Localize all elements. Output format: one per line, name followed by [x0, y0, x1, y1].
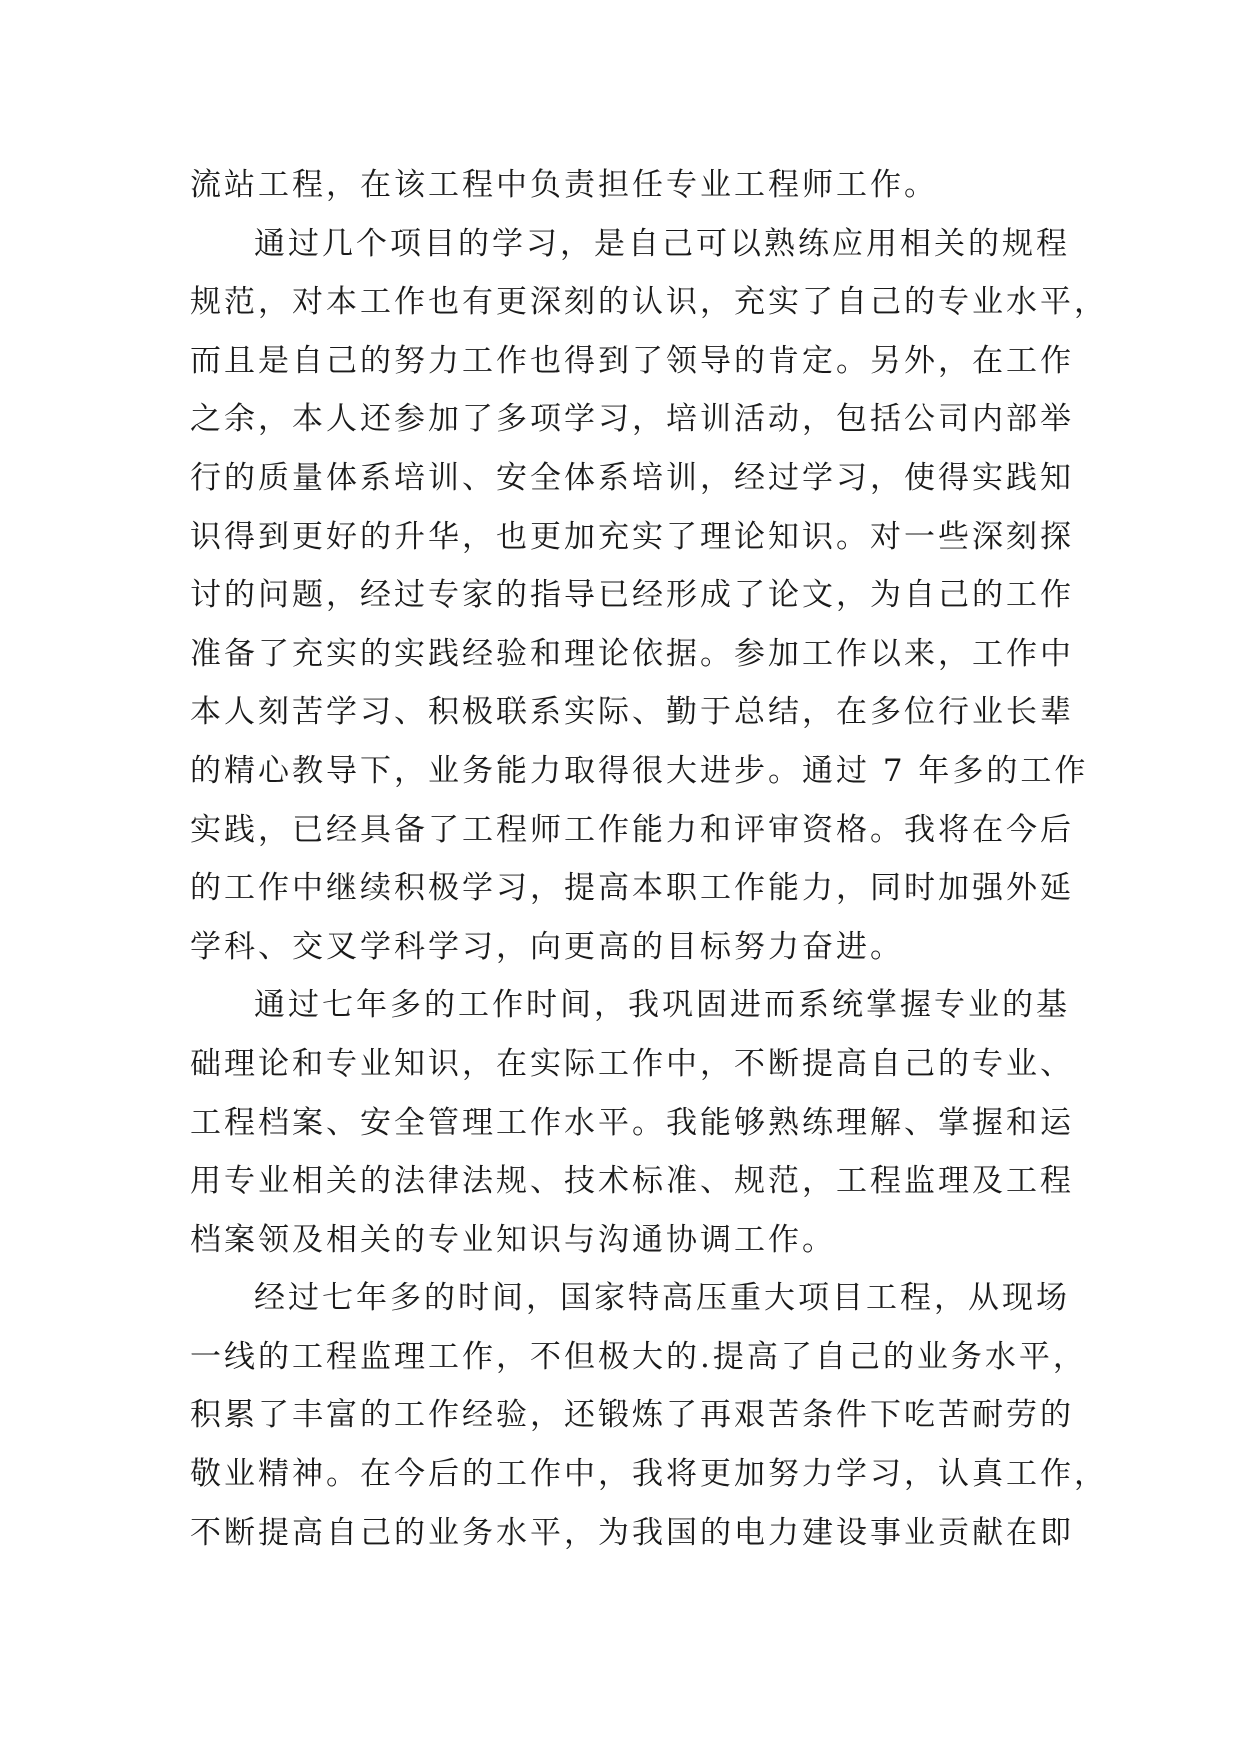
paragraph-line: 的精心教导下，业务能力取得很大进步。通过 7 年多的工作 [190, 752, 1089, 789]
paragraph-line: 规范，对本工作也有更深刻的认识，充实了自己的专业水平， [190, 284, 1108, 321]
paragraph-line: 流站工程，在该工程中负责担任专业工程师工作。 [190, 167, 938, 203]
paragraph-line: 识得到更好的升华，也更加充实了理论知识。对一些深刻探 [190, 518, 1074, 555]
paragraph-line: 行的质量体系培训、安全体系培训，经过学习，使得实践知 [190, 459, 1074, 496]
paragraph-line: 准备了充实的实践经验和理论依据。参加工作以来，工作中 [190, 635, 1074, 672]
paragraph-line: 础理论和专业知识，在实际工作中，不断提高自己的专业、 [190, 1045, 1074, 1082]
paragraph-line: 积累了丰富的工作经验，还锻炼了再艰苦条件下吃苦耐劳的 [190, 1397, 1074, 1434]
paragraph-line: 经过七年多的时间，国家特高压重大项目工程，从现场 [254, 1280, 1070, 1317]
paragraph-line: 通过七年多的工作时间，我巩固进而系统掌握专业的基 [254, 987, 1070, 1024]
document-body-text [190, 156, 1108, 1562]
paragraph-line: 不断提高自己的业务水平，为我国的电力建设事业贡献在即 [190, 1514, 1074, 1551]
paragraph-line: 讨的问题，经过专家的指导已经形成了论文，为自己的工作 [190, 577, 1074, 614]
paragraph-line: 本人刻苦学习、积极联系实际、勤于总结，在多位行业长辈 [190, 694, 1074, 731]
paragraph-line: 学科、交叉学科学习，向更高的目标努力奋进。 [190, 928, 904, 965]
paragraph-line: 之余，本人还参加了多项学习，培训活动，包括公司内部举 [190, 401, 1074, 438]
paragraph-line: 通过几个项目的学习，是自己可以熟练应用相关的规程 [254, 225, 1070, 262]
paragraph-line: 的工作中继续积极学习，提高本职工作能力，同时加强外延 [190, 870, 1074, 907]
paragraph-line: 工程档案、安全管理工作水平。我能够熟练理解、掌握和运 [190, 1104, 1074, 1141]
paragraph-line: 一线的工程监理工作，不但极大的.提高了自己的业务水平， [190, 1338, 1087, 1375]
paragraph-line: 档案领及相关的专业知识与沟通协调工作。 [190, 1221, 836, 1258]
paragraph-line: 用专业相关的法律法规、技术标准、规范，工程监理及工程 [190, 1163, 1074, 1200]
paragraph-line: 而且是自己的努力工作也得到了领导的肯定。另外，在工作 [190, 342, 1074, 379]
paragraph-line: 敬业精神。在今后的工作中，我将更加努力学习，认真工作， [190, 1456, 1108, 1493]
paragraph-line: 实践，已经具备了工程师工作能力和评审资格。我将在今后 [190, 811, 1074, 848]
